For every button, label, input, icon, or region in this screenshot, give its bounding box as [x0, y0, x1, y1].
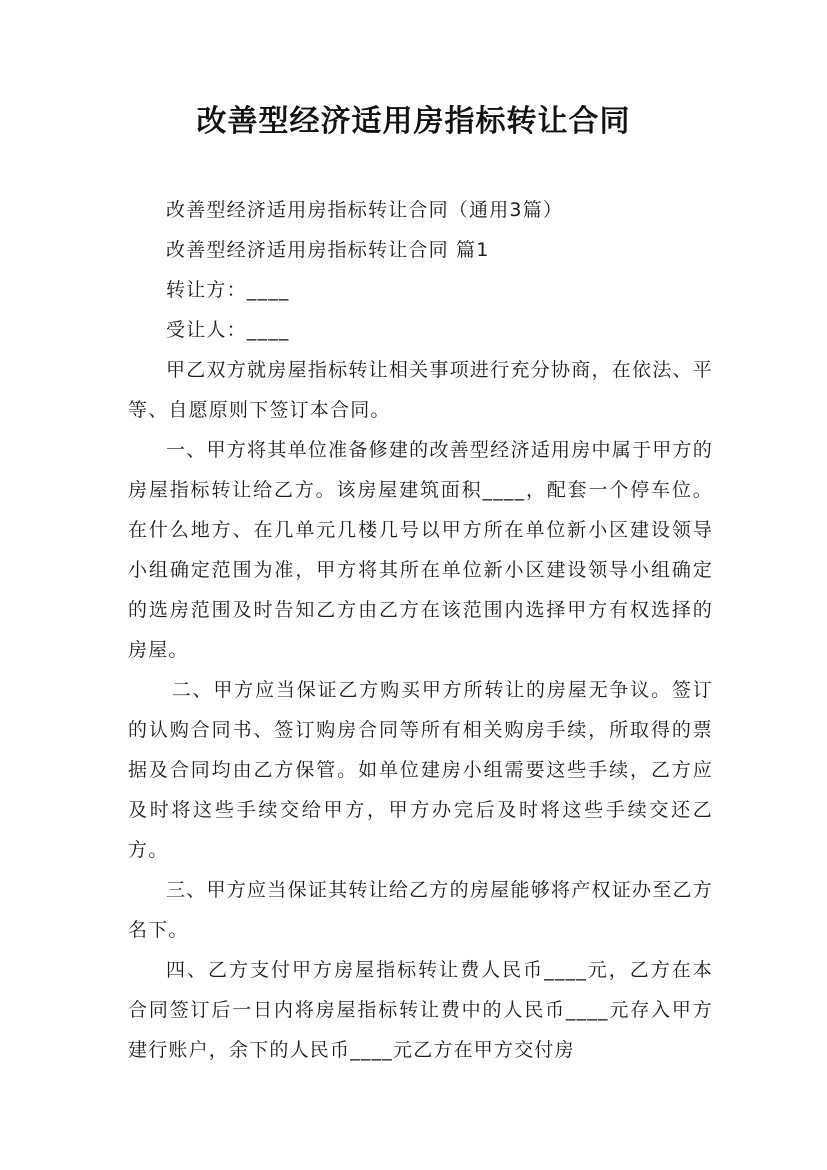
paragraph-clause-2: 二、甲方应当保证乙方购买甲方所转让的房屋无争议。签订的认购合同书、签订购房合同等所有相关购房手续，所取得的票据及合同均由乙方保管。如单位建房小组需要这些手续，乙方应及时将这些手续交给甲方，甲方办完后及时将这些手续交还乙方。 — [128, 679, 713, 861]
document-title: 改善型经济适用房指标转让合同 — [196, 104, 631, 139]
paragraph-clause-1: 一、甲方将其单位准备修建的改善型经济适用房中属于甲方的房屋指标转让给乙方。该房屋建筑面积____，配套一个停车位。在什么地方、在几单元几楼几号以甲方所在单位新小区建设领导小组确定范围为准，甲方将其所在单位新小区建设领导小组确定的选房范围及时告知乙方由乙方在该范围内选择甲方有权选择的房屋。 — [128, 439, 713, 661]
paragraph-section-heading: 改善型经济适用房指标转让合同 篇1 — [166, 239, 490, 261]
document-body — [128, 190, 713, 1070]
paragraph-collection-title: 改善型经济适用房指标转让合同（通用3篇） — [166, 199, 564, 221]
paragraph-transferor: 转让方：____ — [166, 279, 290, 301]
paragraph-clause-4: 四、乙方支付甲方房屋指标转让费人民币____元，乙方在本合同签订后一日内将房屋指标转让费中的人民币____元存入甲方建行账户，余下的人民币____元乙方在甲方交付房 — [128, 959, 713, 1061]
paragraph-transferee: 受让人：____ — [166, 319, 290, 341]
paragraph-clause-3: 三、甲方应当保证其转让给乙方的房屋能够将产权证办至乙方名下。 — [128, 879, 713, 941]
paragraph-preamble: 甲乙双方就房屋指标转让相关事项进行充分协商，在依法、平等、自愿原则下签订本合同。 — [128, 359, 713, 421]
